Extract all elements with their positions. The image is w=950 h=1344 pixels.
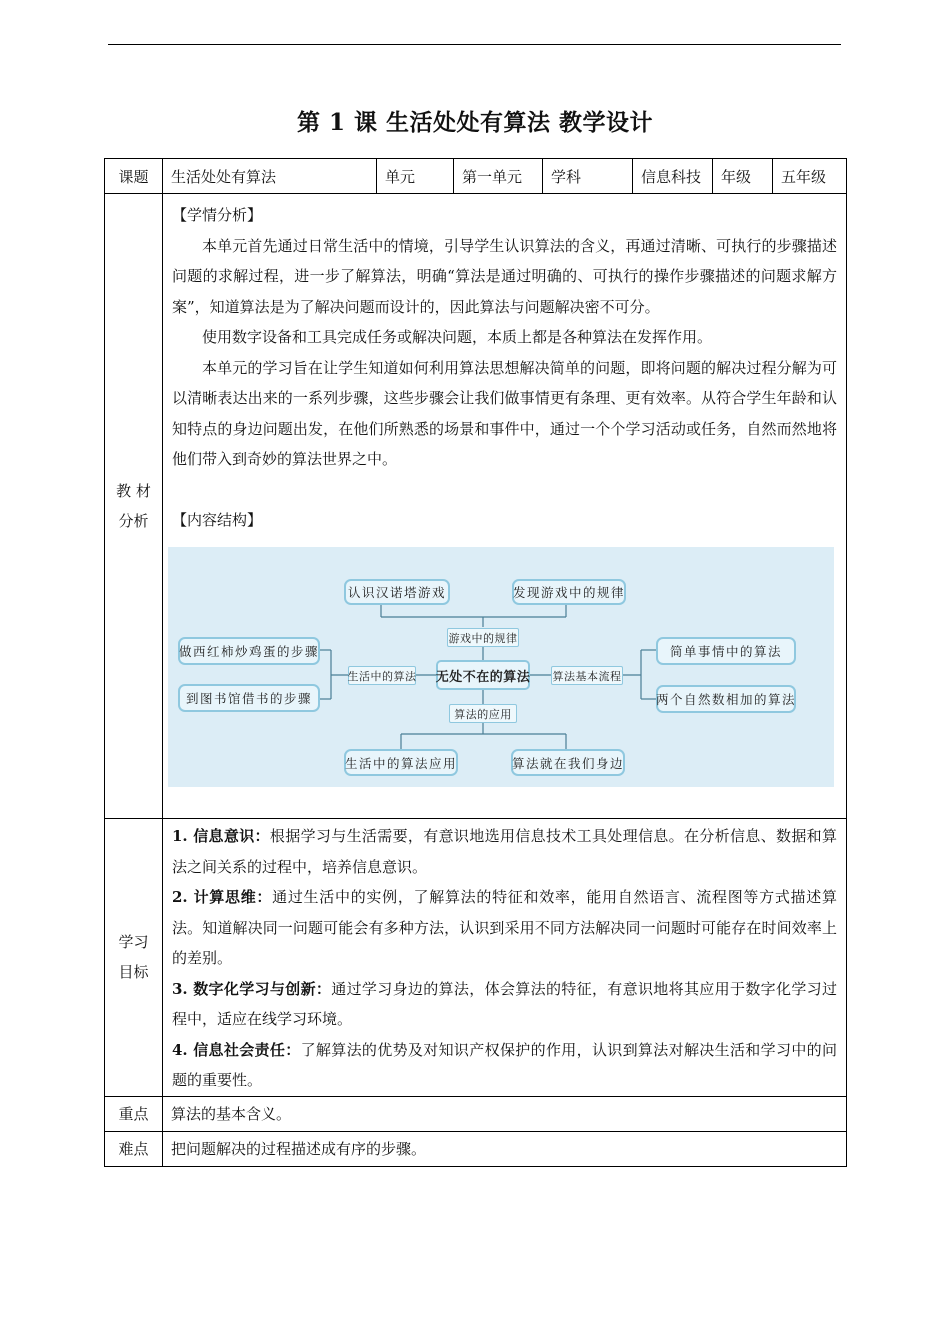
subject-value: 信息科技 — [633, 159, 713, 194]
unit-value: 第一单元 — [454, 159, 543, 194]
grade-label: 年级 — [713, 159, 773, 194]
goals-content — [163, 819, 847, 1097]
goal-title: 3. 数字化学习与创新： — [172, 979, 332, 998]
structure-heading: 【内容结构】 — [172, 510, 263, 529]
lesson-plan-table — [104, 158, 847, 1167]
goal-item — [172, 974, 837, 1035]
analysis-content — [163, 194, 847, 819]
node-top-right: 发现游戏中的规律 — [512, 579, 626, 605]
page-title: 第 1 课 生活处处有算法 教学设计 — [296, 109, 654, 136]
node-center: 无处不在的算法 — [436, 660, 530, 690]
analysis-label — [105, 194, 163, 819]
topic-label: 课题 — [105, 159, 163, 194]
difficulty-row — [105, 1131, 847, 1166]
node-right-branch: 算法基本流程 — [551, 666, 623, 685]
situation-heading: 【学情分析】 — [172, 206, 263, 224]
goal-title: 2. 计算思维： — [172, 888, 273, 906]
analysis-label-line2: 分析 — [118, 512, 149, 530]
topic-value: 生活处处有算法 — [163, 159, 377, 194]
node-top-branch: 游戏中的规律 — [447, 628, 519, 647]
goals-label-line2: 目标 — [118, 963, 149, 982]
analysis-paragraph: 使用数字设备和工具完成任务或解决问题，本质上都是各种算法在发挥作用。 — [202, 328, 713, 346]
goal-title: 4. 信息社会责任： — [172, 1040, 301, 1059]
goal-item — [172, 882, 837, 974]
node-right-top: 简单事情中的算法 — [656, 637, 796, 665]
grade-value: 五年级 — [773, 159, 847, 194]
subject-label: 学科 — [543, 159, 633, 194]
node-left-top: 做西红柿炒鸡蛋的步骤 — [178, 637, 320, 665]
goals-row — [105, 819, 847, 1097]
difficulty-label: 难点 — [105, 1131, 163, 1166]
goal-text: 通过学习身边的算法，体会算法的特征，有意识地将其应用于数字化学习过程中，适应在线学习环境。 — [172, 979, 837, 1028]
content-structure-mindmap — [168, 547, 834, 787]
analysis-paragraph: 本单元的学习旨在让学生知道如何利用算法思想解决简单的问题，即将问题的解决过程分解为可以清晰表达出来的一系列步骤，这些步骤会让我们做事情更有条理、更有效率。从符合学生年龄和认知特点的身边问题出发，在他们所熟悉的场景和事件中，通过一个个学习活动或任务，自然而然地将他们带入到奇妙的算法世界之中。 — [172, 358, 837, 468]
analysis-row — [105, 194, 847, 819]
node-right-bottom: 两个自然数相加的算法 — [656, 685, 796, 713]
node-bottom-left: 生活中的算法应用 — [344, 749, 458, 776]
analysis-paragraph: 本单元首先通过日常生活中的情境，引导学生认识算法的含义，再通过清晰、可执行的步骤描述问题的求解过程，进一步了解算法，明确“算法是通过明确的、可执行的操作步骤描述的问题求解方案”，知道算法是为了解决问题而设计的，因此算法与问题解决密不可分。 — [172, 236, 837, 316]
node-left-branch: 生活中的算法 — [348, 666, 416, 685]
goals-label-line1: 学习 — [118, 933, 149, 952]
key-point-label: 重点 — [105, 1096, 163, 1131]
goal-text: 根据学习与生活需要，有意识地选用信息技术工具处理信息。在分析信息、数据和算法之间关系的过程中，培养信息意识。 — [172, 827, 837, 876]
header-row — [105, 159, 847, 194]
unit-label: 单元 — [377, 159, 454, 194]
goals-label — [105, 819, 163, 1097]
goal-item — [172, 821, 837, 882]
header-rule — [108, 44, 841, 45]
key-point-row — [105, 1096, 847, 1131]
goal-text: 了解算法的优势及对知识产权保护的作用，认识到算法对解决生活和学习中的问题的重要性。 — [172, 1040, 837, 1089]
node-bottom-right: 算法就在我们身边 — [511, 749, 625, 776]
key-point-text: 算法的基本含义。 — [163, 1096, 847, 1131]
node-left-bottom: 到图书馆借书的步骤 — [178, 684, 320, 712]
goal-item — [172, 1035, 837, 1096]
goal-title: 1. 信息意识： — [172, 827, 270, 845]
node-bottom-branch: 算法的应用 — [449, 704, 517, 723]
difficulty-text: 把问题解决的过程描述成有序的步骤。 — [163, 1131, 847, 1166]
analysis-label-line1: 教 材 — [116, 482, 151, 500]
node-top-left: 认识汉诺塔游戏 — [344, 579, 450, 605]
goal-text: 通过生活中的实例，了解算法的特征和效率，能用自然语言、流程图等方式描述算法。知道解决同一问题可能会有多种方法，认识到采用不同方法解决同一问题时可能存在时间效率上的差别。 — [172, 888, 837, 967]
